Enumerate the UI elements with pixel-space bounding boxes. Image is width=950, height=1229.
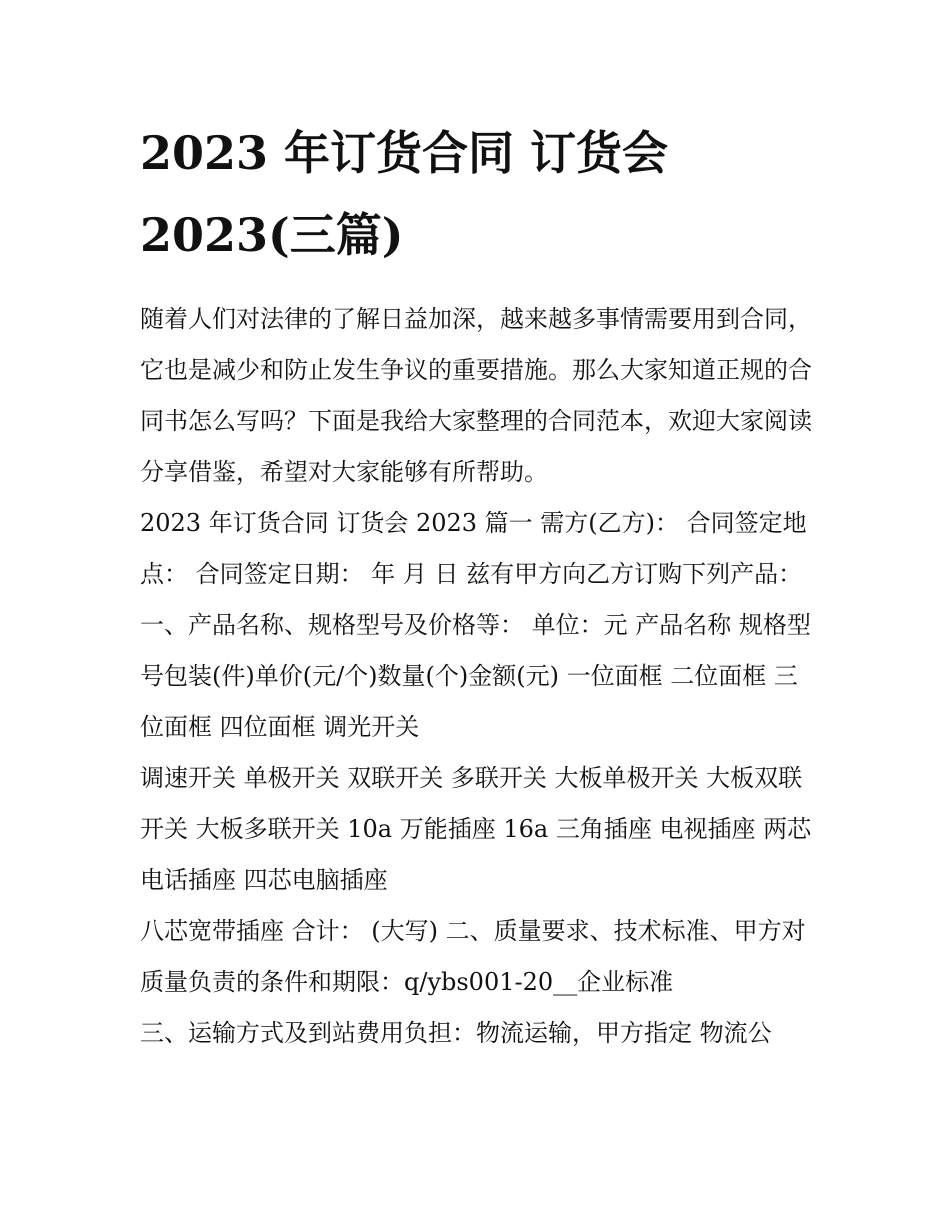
title-line-1: 2023 年订货合同 订货会 [140, 126, 669, 180]
document-content [140, 112, 816, 1059]
product-list-paragraph: 一、产品名称、规格型号及价格等： 单位：元 产品名称 规格型号包装(件)单价(元/个)数量(个)金额(元) 一位面框 二位面框 三位面框 四位面框 调光开关 [140, 611, 811, 741]
document-body [140, 294, 816, 1059]
contract-header-paragraph: 2023 年订货合同 订货会 2023 篇一 需方(乙方)： 合同签定地点： 合同签定日期： 年 月 日 兹有甲方向乙方订购下列产品： [140, 509, 807, 588]
quality-paragraph: 八芯宽带插座 合计： (大写) 二、质量要求、技术标准、甲方对质量负责的条件和期限：q/ybs001-20__企业标准 [140, 917, 806, 996]
transport-paragraph: 三、运输方式及到站费用负担：物流运输，甲方指定 物流公 [140, 1019, 772, 1047]
title-line-2: 2023(三篇) [140, 208, 404, 262]
switch-list-paragraph: 调速开关 单极开关 双联开关 多联开关 大板单极开关 大板双联开关 大板多联开关 10a 万能插座 16a 三角插座 电视插座 两芯电话插座 四芯电脑插座 [140, 764, 812, 894]
document-title [140, 112, 816, 276]
intro-paragraph: 随着人们对法律的了解日益加深，越来越多事情需要用到合同，它也是减少和防止发生争议的重要措施。那么大家知道正规的合同书怎么写吗？下面是我给大家整理的合同范本，欢迎大家阅读分享借鉴，希望对大家能够有所帮助。 [140, 305, 812, 486]
